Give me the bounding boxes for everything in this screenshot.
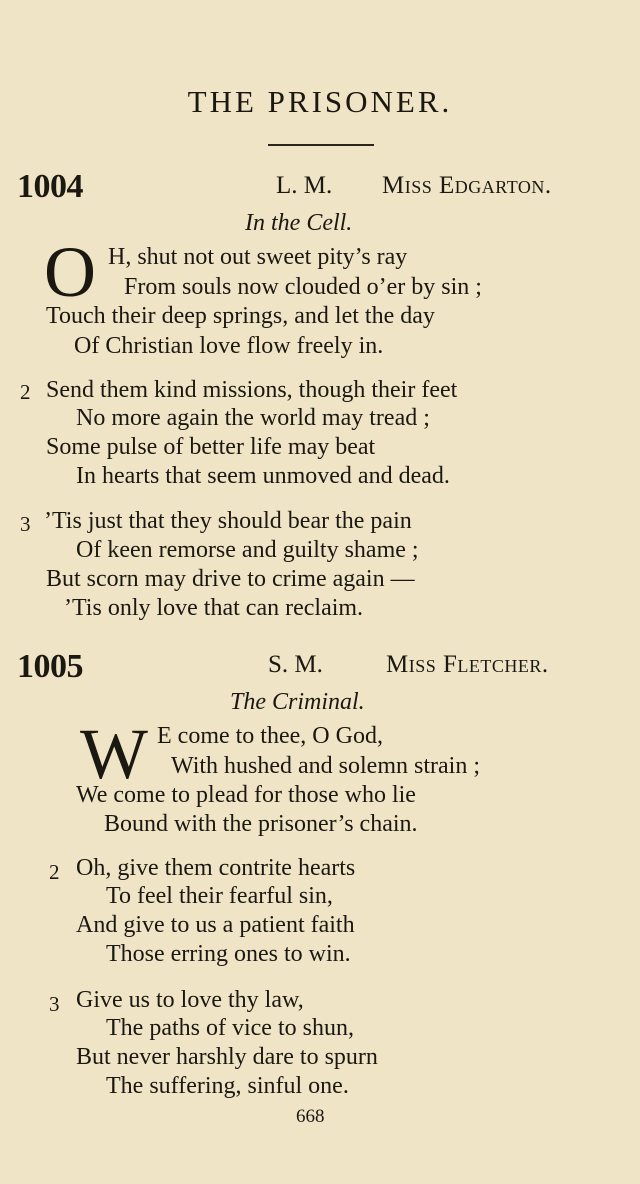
verse-line: The paths of vice to shun, <box>106 1015 354 1041</box>
verse-line: Touch their deep springs, and let the day <box>46 303 435 329</box>
verse-line: Of keen remorse and guilty shame ; <box>76 537 419 563</box>
verse-line: ’Tis just that they should bear the pain <box>44 508 412 534</box>
verse-line: Those erring ones to win. <box>106 941 351 967</box>
verse-line: Give us to love thy law, <box>76 987 304 1013</box>
verse-line: H, shut not out sweet pity’s ray <box>108 244 408 270</box>
hymn-meter: S. M. <box>268 651 323 678</box>
verse-line: We come to plead for those who lie <box>76 782 416 808</box>
verse-line: Oh, give them contrite hearts <box>76 855 356 881</box>
verse-line: E come to thee, O God, <box>157 723 383 749</box>
verse-line: In hearts that seem unmoved and dead. <box>76 463 450 489</box>
verse-line: But never harshly dare to spurn <box>76 1044 378 1070</box>
verse-line: To feel their fearful sin, <box>106 883 333 909</box>
hymn-author: Miss Edgarton. <box>382 172 552 199</box>
verse-line: Bound with the prisoner’s chain. <box>104 811 418 837</box>
drop-cap-initial: W <box>80 714 148 794</box>
hymn-number: 1005 <box>17 648 83 685</box>
verse-line: The suffering, sinful one. <box>106 1073 349 1099</box>
verse-line: ’Tis only love that can reclaim. <box>64 595 364 621</box>
hymn-meter: L. M. <box>276 172 333 199</box>
hymn-number: 1004 <box>17 168 83 205</box>
stanza-number: 2 <box>49 860 60 884</box>
title-rule <box>268 144 374 146</box>
verse-line: Some pulse of better life may beat <box>46 434 376 460</box>
verse-line: No more again the world may tread ; <box>76 405 430 431</box>
verse-line: Of Christian love flow freely in. <box>74 333 384 359</box>
page-number: 668 <box>296 1106 325 1127</box>
hymn-subtitle: In the Cell. <box>245 210 353 236</box>
hymn-author: Miss Fletcher. <box>386 651 549 678</box>
stanza-number: 2 <box>20 380 31 404</box>
stanza-number: 3 <box>20 512 31 536</box>
verse-line: Send them kind missions, though their feet <box>46 377 458 403</box>
stanza-number: 3 <box>49 992 60 1016</box>
verse-line: With hushed and solemn strain ; <box>171 753 480 779</box>
page-title: THE PRISONER. <box>187 84 453 119</box>
verse-line: From souls now clouded o’er by sin ; <box>124 274 482 300</box>
drop-cap-initial: O <box>44 232 96 312</box>
verse-line: But scorn may drive to crime again — <box>46 566 415 592</box>
hymn-subtitle: The Criminal. <box>230 689 365 715</box>
verse-line: And give to us a patient faith <box>76 912 355 938</box>
